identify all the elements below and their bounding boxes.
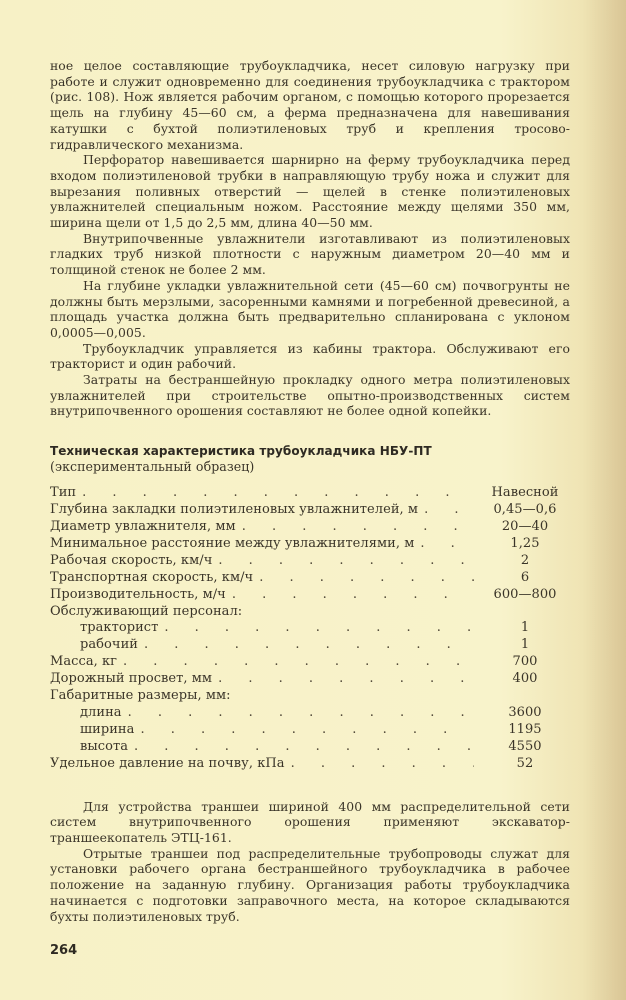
spec-label: рабочий bbox=[80, 637, 138, 653]
leader-dots bbox=[144, 637, 474, 654]
leader-dots bbox=[259, 570, 474, 587]
spec-row bbox=[50, 502, 570, 519]
spec-value: 20—40 bbox=[501, 518, 549, 534]
leader-dots bbox=[420, 536, 474, 553]
paragraph: На глубине укладки увлажнительной сети (45—60 см) почвогрунты не должны быть мерзлыми, засоренными камнями и погребенной древесиной, а площадь участка должна быть предварительно спланирована с уклоном 0,0005—0,005. bbox=[50, 277, 570, 340]
spec-row bbox=[50, 570, 570, 587]
spec-label: Глубина закладки полиэтиленовых увлажнителей, м bbox=[50, 502, 419, 518]
spec-label: Габаритные размеры, мм: bbox=[50, 688, 231, 704]
spec-value: 1,25 bbox=[510, 535, 540, 551]
spec-value: 52 bbox=[516, 755, 534, 771]
spec-value: 4550 bbox=[508, 738, 542, 754]
spec-value: 600—800 bbox=[493, 586, 557, 602]
spec-label: длина bbox=[80, 704, 122, 720]
spec-value: 1195 bbox=[508, 721, 542, 737]
spec-subtitle: (экспериментальный образец) bbox=[50, 459, 255, 475]
spec-table bbox=[50, 485, 570, 772]
leader-dots bbox=[218, 553, 474, 570]
spec-row bbox=[50, 485, 570, 502]
leader-dots bbox=[123, 654, 474, 671]
spec-group-header bbox=[50, 604, 570, 621]
spec-value: 1 bbox=[520, 620, 530, 636]
spec-label: Тип bbox=[50, 485, 77, 501]
spec-value: 6 bbox=[520, 569, 530, 585]
spec-label: Рабочая скорость, км/ч bbox=[50, 552, 213, 568]
spec-label: Удельное давление на почву, кПа bbox=[50, 755, 285, 771]
leader-dots bbox=[291, 756, 474, 773]
spec-row bbox=[50, 553, 570, 570]
page-body bbox=[50, 58, 570, 924]
spec-label: Дорожный просвет, мм bbox=[50, 671, 213, 687]
paragraph: Отрытые траншеи под распределительные трубопроводы служат для установки рабочего органа бестраншейного трубоукладчика в рабочее положение на заданную глубину. Организация работы трубоукладчика начинается с подготовки заправочного места, на которое складываются бухты полиэтиленовых труб. bbox=[50, 845, 570, 924]
spec-row bbox=[50, 705, 570, 722]
leader-dots bbox=[232, 587, 474, 604]
spec-value: 700 bbox=[512, 654, 538, 670]
leader-dots bbox=[82, 485, 474, 502]
leader-dots bbox=[164, 620, 474, 637]
spec-label: Диаметр увлажнителя, мм bbox=[50, 518, 236, 534]
paragraph: Внутрипочвенные увлажнители изготавливают из полиэтиленовых гладких труб низкой плотности с наружным диаметром 20—40 мм и толщиной стенок не более 2 мм. bbox=[50, 230, 570, 278]
paragraph: ное целое составляющие трубоукладчика, несет силовую нагрузку при работе и служит одновременно для соединения трубоукладчика с трактором (рис. 108). Нож является рабочим органом, с помощью которого прорезается щель на глубину 45—60 см, а ферма предназначена для навешивания катушки с бухтой полиэтиленовых труб и крепления тросово-гидравлического механизма. bbox=[50, 58, 570, 152]
spec-title: Техническая характеристика трубоукладчика НБУ-ПТ bbox=[50, 444, 432, 459]
spec-row bbox=[50, 671, 570, 688]
page-number: 264 bbox=[50, 943, 78, 958]
spec-row bbox=[50, 654, 570, 671]
spec-value: 2 bbox=[520, 552, 530, 568]
spec-label: ширина bbox=[80, 721, 135, 737]
spec-row bbox=[50, 587, 570, 604]
spec-row bbox=[50, 536, 570, 553]
spec-row bbox=[50, 620, 570, 637]
spec-value: 3600 bbox=[508, 704, 542, 720]
spec-row bbox=[50, 722, 570, 739]
leader-dots bbox=[242, 519, 474, 536]
leader-dots bbox=[140, 722, 474, 739]
spec-label: Масса, кг bbox=[50, 654, 118, 670]
spec-label: Производительность, м/ч bbox=[50, 586, 226, 602]
spec-label: высота bbox=[80, 738, 129, 754]
spec-value: 0,45—0,6 bbox=[493, 502, 557, 518]
spec-row bbox=[50, 756, 570, 773]
spec-label: Транспортная скорость, км/ч bbox=[50, 569, 254, 585]
leader-dots bbox=[128, 705, 474, 722]
spec-value: 1 bbox=[520, 637, 530, 653]
paragraph: Трубоукладчик управляется из кабины трактора. Обслуживают его тракторист и один рабочий. bbox=[50, 340, 570, 372]
leader-dots bbox=[218, 671, 474, 688]
paragraph: Затраты на бестраншейную прокладку одного метра полиэтиленовых увлажнителей при строительстве опытно-производственных систем внутрипочвенного орошения составляют не более одной копейки. bbox=[50, 372, 570, 419]
paragraph: Для устройства траншеи шириной 400 мм распределительной сети систем внутрипочвенного орошения применяют экскаватор-траншеекопатель ЭТЦ-161. bbox=[50, 798, 570, 845]
spec-row bbox=[50, 637, 570, 654]
spec-row bbox=[50, 739, 570, 756]
leader-dots bbox=[424, 502, 474, 519]
spec-value: 400 bbox=[512, 671, 538, 687]
paragraph: Перфоратор навешивается шарнирно на ферму трубоукладчика перед входом полиэтиленовой трубки в направляющую трубу ножа и служит для вырезания поливных отверстий — щелей в стенке полиэтиленовых увлажнителей специальным ножом. Расстояние между щелями 350 мм, ширина щели от 1,5 до 2,5 мм, длина 40—50 мм. bbox=[50, 152, 570, 231]
spec-row bbox=[50, 519, 570, 536]
spec-label: Минимальное расстояние между увлажнителями, м bbox=[50, 535, 415, 551]
spec-group-header bbox=[50, 688, 570, 705]
leader-dots bbox=[134, 739, 474, 756]
spec-label: тракторист bbox=[80, 620, 159, 636]
spec-value: Навесной bbox=[491, 485, 559, 501]
spec-label: Обслуживающий персонал: bbox=[50, 603, 243, 619]
